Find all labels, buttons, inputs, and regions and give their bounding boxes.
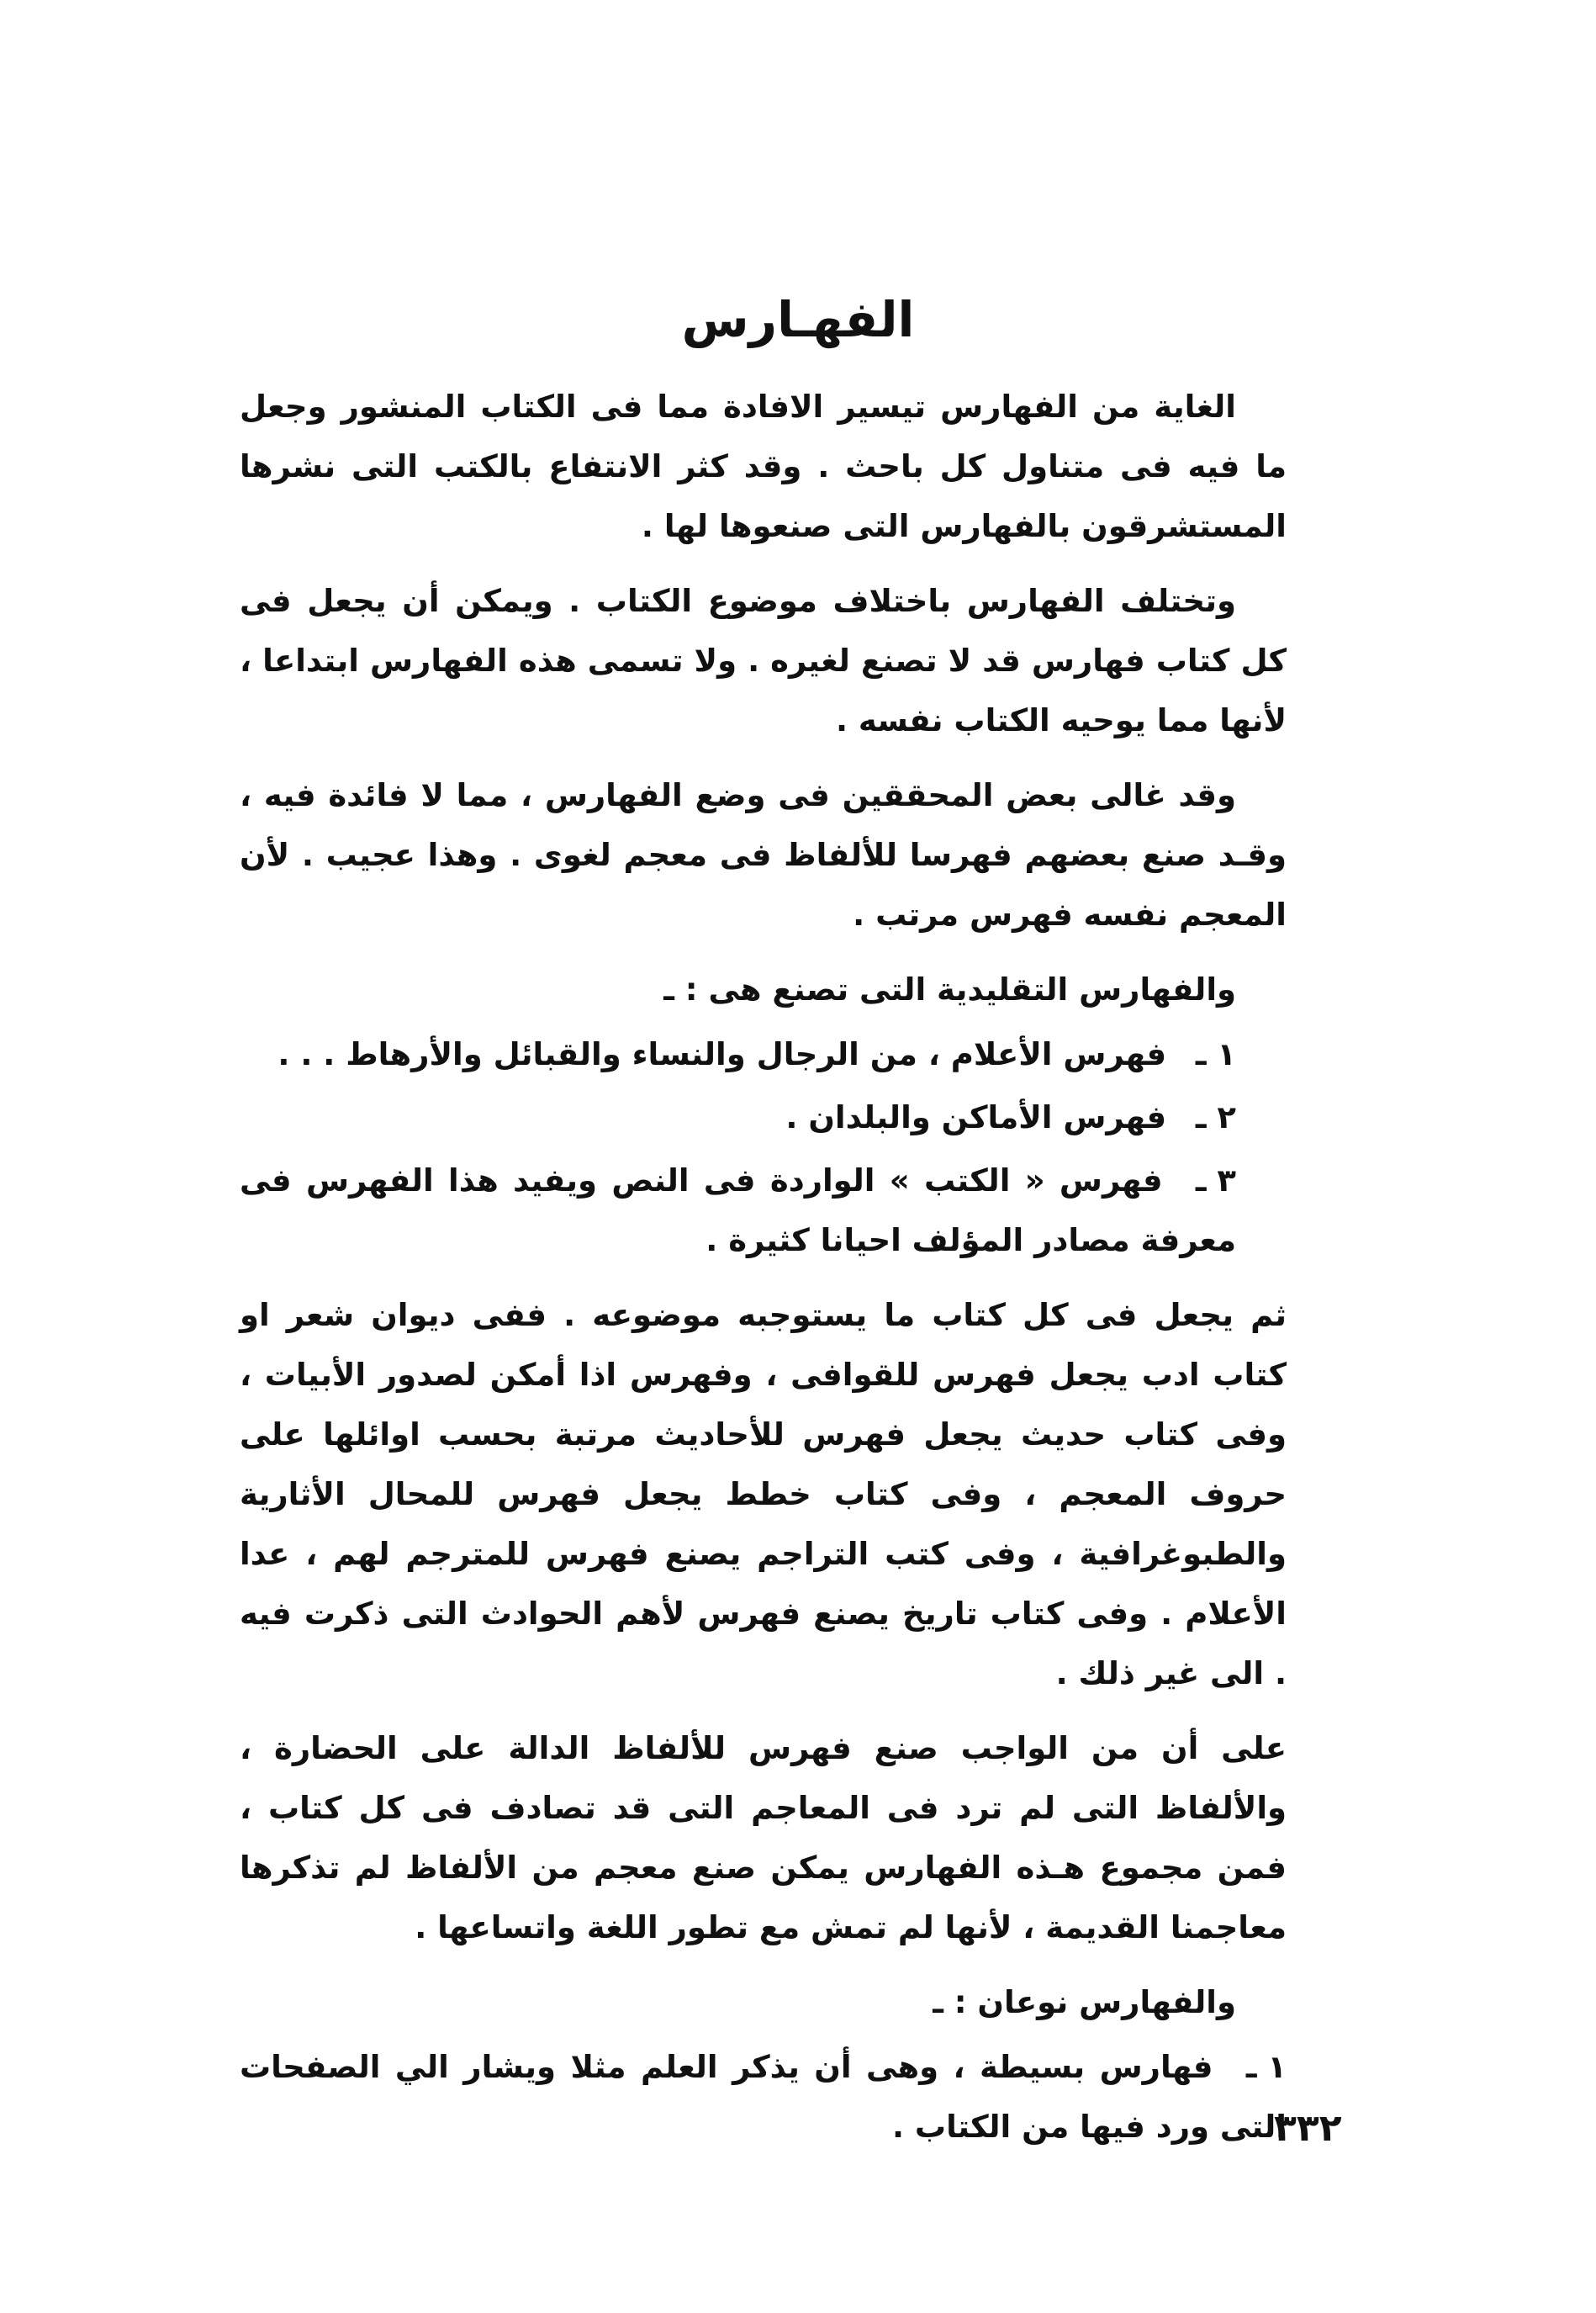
list-number: ٣ ـ	[1195, 1162, 1236, 1199]
paragraph-variation: وتختلف الفهارس باختلاف موضوع الكتاب . ويمكن أن يجعل فى كل كتاب فهارس قد لا تصنع لغيره . ولا تسمى هذه الفهارس ابتداعا ، لأنها مما يوحيه الكتاب نفسه .	[240, 583, 1287, 738]
list-number: ١ ـ	[1195, 1036, 1236, 1072]
page-number: ٣٣٢	[1274, 2107, 1342, 2150]
list-item-names	[240, 1024, 1287, 1084]
traditional-indexes-intro: والفهارس التقليدية التى تصنع هى : ـ	[663, 971, 1236, 1008]
paragraph-purpose: الغاية من الفهارس تيسير الافادة مما فى الكتاب المنشور وجعل ما فيه فى متناول كل باحث . وقد كثر الانتفاع بالكتب التى نشرها المستشرقون بالفهارس التى صنعوها لها .	[240, 389, 1287, 544]
list-text: فهارس بسيطة ، وهى أن يذكر العلم مثلا ويشار الي الصفحات التى ورد فيها من الكتاب .	[240, 2049, 1287, 2145]
list-number: ١ ـ	[1245, 2049, 1287, 2085]
page-body	[240, 377, 1287, 2160]
paragraph-vocabulary: على أن من الواجب صنع فهرس للألفاظ الدالة على الحضارة ، والألفاظ التى لم ترد فى المعاجم التى قد تصادف فى كل كتاب ، فمن مجموع هـذه الفهارس يمكن صنع معجم من الألفاظ لم تذكرها معاجمنا القديمة ، لأنها لم تمش مع تطور اللغة واتساعها .	[240, 1730, 1287, 1945]
list-number: ٢ ـ	[1195, 1099, 1236, 1135]
page-title: الفهـارس	[681, 291, 915, 348]
list-text: فهرس الأماكن والبلدان .	[785, 1099, 1167, 1135]
index-types-intro: والفهارس نوعان : ـ	[933, 1984, 1236, 2020]
list-item-simple-indexes	[240, 2037, 1287, 2157]
list-item-books	[240, 1151, 1287, 1270]
paragraph-subject-indexes: ثم يجعل فى كل كتاب ما يستوجبه موضوعه . ففى ديوان شعر او كتاب ادب يجعل فهرس للقوافى ، وفهرس اذا أمكن لصدور الأبيات ، وفى كتاب حديث يجعل فهرس للأحاديث مرتبة بحسب اوائلها على حروف المعجم ، وفى كتاب خطط يجعل فهرس للمحال الأثارية والطبوغرافية ، وفى كتب التراجم يصنع فهرس للمترجم لهم ، عدا الأعلام . وفى كتاب تاريخ يصنع فهرس لأهم الحوادث التى ذكرت فيه . الى غير ذلك .	[240, 1297, 1287, 1691]
paragraph-excess: وقد غالى بعض المحققين فى وضع الفهارس ، مما لا فائدة فيه ، وقـد صنع بعضهم فهرسا للألفاظ فى معجم لغوى . وهذا عجيب . لأن المعجم نفسه فهرس مرتب .	[240, 777, 1287, 933]
list-item-places	[240, 1088, 1287, 1147]
list-text: فهرس « الكتب » الواردة فى النص ويفيد هذا الفهرس فى معرفة مصادر المؤلف احيانا كثيرة .	[240, 1162, 1236, 1258]
list-text: فهرس الأعلام ، من الرجال والنساء والقبائل والأرهاط . . .	[277, 1036, 1167, 1072]
